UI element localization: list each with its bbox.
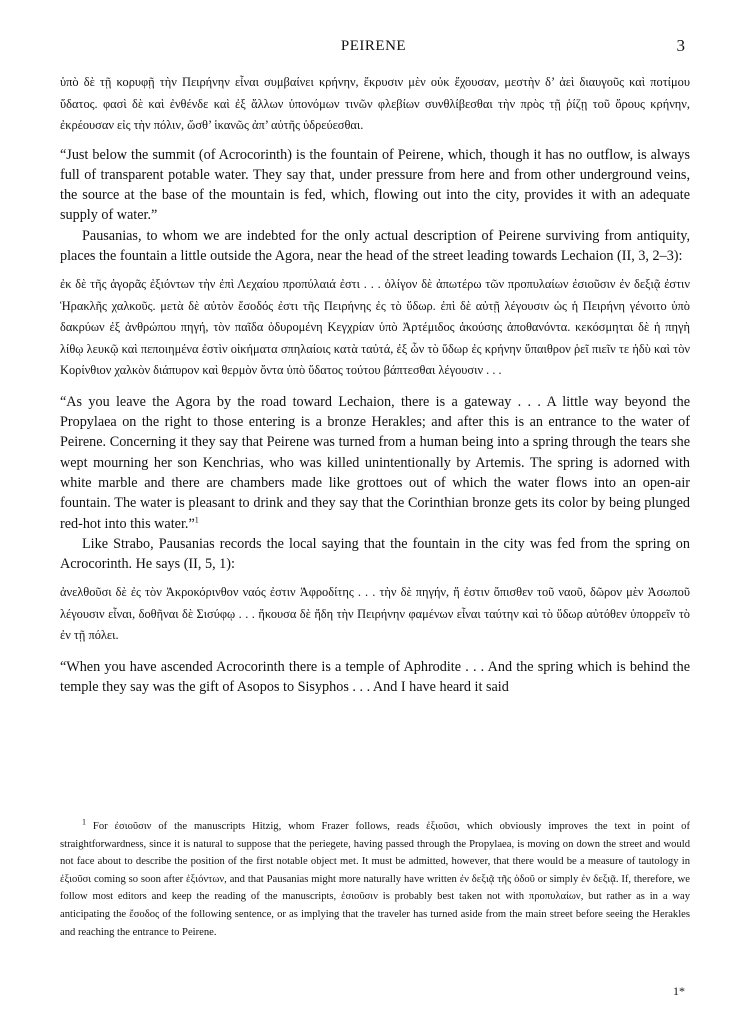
english-translation-pausanias-5-1: “When you have ascended Acrocorinth there is a temple of Aphrodite . . . And the spring which is behind the temple they say was the gift of Asopos to Sisyphos . . . And I have heard it said	[60, 658, 690, 696]
running-title: PEIRENE	[340, 38, 407, 54]
footnote	[60, 818, 690, 941]
paragraph-pausanias-intro: Pausanias, to whom we are indebted for the only actual description of Peirene surviving from antiquity, places the fountain a little outside the Agora, near the head of the street leading towards Lechaion (II, 3, 2–3):	[60, 227, 690, 264]
footnote-reference: 1	[194, 514, 199, 524]
english-translation-pausanias-2-3	[60, 392, 690, 534]
footnote-text: For ἐσιοῦσιν of the manuscripts Hitzig, whom Frazer follows, reads ἐξιοῦσι, which obviously improves the text in point of straightforwardness, since it is natural to suppose that the periegete, having passed through the Propylaea, is moving on down the street and would not face about to describe the position of the first notable object met. It must be admitted, however, that there would be a measure of tautology in ἐξιοῦσι coming so soon after ἐξιόντων, and that Pausanias might more naturally have written ἐν δεξιᾷ τῆς ὁδοῦ or simply ἐν δεξιᾷ. If, therefore, we follow most editors and keep the reading of the manuscripts, ἐσιοῦσιν is probably best taken not with προπυλαίων, but rather as in a way anticipating the ἔσοδος of the following sentence, or as implying that the traveler has turned aside from the main street before seeing the Herakles and reaching the entrance to Peirene.	[60, 821, 690, 938]
greek-quotation-pausanias-5-1: ἀνελθοῦσι δὲ ἐς τὸν Ἀκροκόρινθον ναός ἐστιν Ἀφροδίτης . . . τὴν δὲ πηγήν, ἥ ἐστιν ὄπισθεν τοῦ ναοῦ, δῶρον μὲν Ἀσωποῦ λέγουσιν εἶναι, δοθῆναι δὲ Σισύφῳ . . . ἤκουσα δὲ ἤδη τὴν Πειρήνην φαμένων εἶναι ταύτην καὶ τὸ ὕδωρ αὐτόθεν ὑπορρεῖν τὸ ἐν τῇ πόλει.	[60, 585, 690, 643]
main-text	[60, 72, 690, 698]
english-translation-strabo: “Just below the summit (of Acrocorinth) is the fountain of Peirene, which, though it has no outflow, is always full of transparent potable water. They say that, under pressure from here and from other underground veins, the source at the base of the mountain is fed, which, flowing out into the city, provides it with an adequate supply of water.”	[60, 146, 690, 224]
greek-quotation-pausanias-2-3: ἐκ δὲ τῆς ἀγορᾶς ἐξιόντων τὴν ἐπὶ Λεχαίου προπύλαιά ἐστι . . . ὀλίγον δὲ ἀπωτέρω τῶν προπυλαίων ἐσιοῦσιν ἐν δεξιᾷ ἐστιν Ἡρακλῆς χαλκοῦς. μετὰ δὲ αὐτὸν ἔσοδός ἐστι τῆς Πειρήνης ἐς τὸ ὕδωρ. ἐπὶ δὲ αὐτῇ λέγουσιν ὡς ἡ Πειρήνη γένοιτο ὑπὸ δακρύων ἐξ ἀνθρώπου πηγή, τὸν παῖδα ὀδυρομένη Κεγχρίαν ὑπὸ Ἀρτέμιδος ἀκούσης ἀποθανόντα. κεκόσμηται δὲ ἡ πηγὴ λίθῳ λευκῷ καὶ πεποιημένα ἐστὶν οἰκήματα σπηλαίοις κατὰ ταὐτά, ἐξ ὧν τὸ ὕδωρ ἐς κρήνην ὕπαιθρον ῥεῖ πιεῖν τε ἡδὺ καὶ τὸν Κορίνθιον χαλκὸν διάπυρον καὶ θερμὸν ὄντα ὑπὸ ὕδατος τούτου βάπτεσθαι λέγουσιν . . .	[60, 277, 690, 378]
signature-mark: 1*	[673, 984, 685, 998]
translation-text: “As you leave the Agora by the road toward Lechaion, there is a gateway . . . A little way beyond the Propylaea on the right to those entering is a bronze Herakles; and after this is an entrance to the water of Peirene. Concerning it they say that Peirene was turned from a human being into a spring through the tears she wept mourning her son Kenchrias, who was killed unintentionally by Artemis. The spring is adorned with white marble and there are chambers made like grottoes out of which the water flows into an open-air fountain. The water is pleasant to drink and they say that the Corinthian bronze gets its color by being plunged red-hot into this water.”	[60, 393, 690, 532]
page-number: 3	[676, 36, 685, 55]
footnote-marker: 1	[82, 817, 86, 827]
greek-quotation-strabo: ὑπὸ δὲ τῇ κορυφῇ τὴν Πειρήνην εἶναι συμβαίνει κρήνην, ἔκρυσιν μὲν οὐκ ἔχουσαν, μεστὴν δ’ ἀεὶ διαυγοῦς καὶ ποτίμου ὕδατος. φασὶ δὲ καὶ ἐνθένδε καὶ ἐξ ἄλλων ὑπονόμων τινῶν φλεβίων συνθλίβεσθαι τὴν πρὸς τῇ ῥίζῃ τοῦ ὄρους κρήνην, ἐκρέουσαν εἰς τὴν πόλιν, ὥσθ’ ἱκανῶς ἀπ’ αὐτῆς ὑδρεύεσθαι.	[60, 75, 690, 132]
paragraph-strabo-comparison: Like Strabo, Pausanias records the local saying that the fountain in the city was fed from the spring on Acrocorinth. He says (II, 5, 1):	[60, 535, 690, 573]
